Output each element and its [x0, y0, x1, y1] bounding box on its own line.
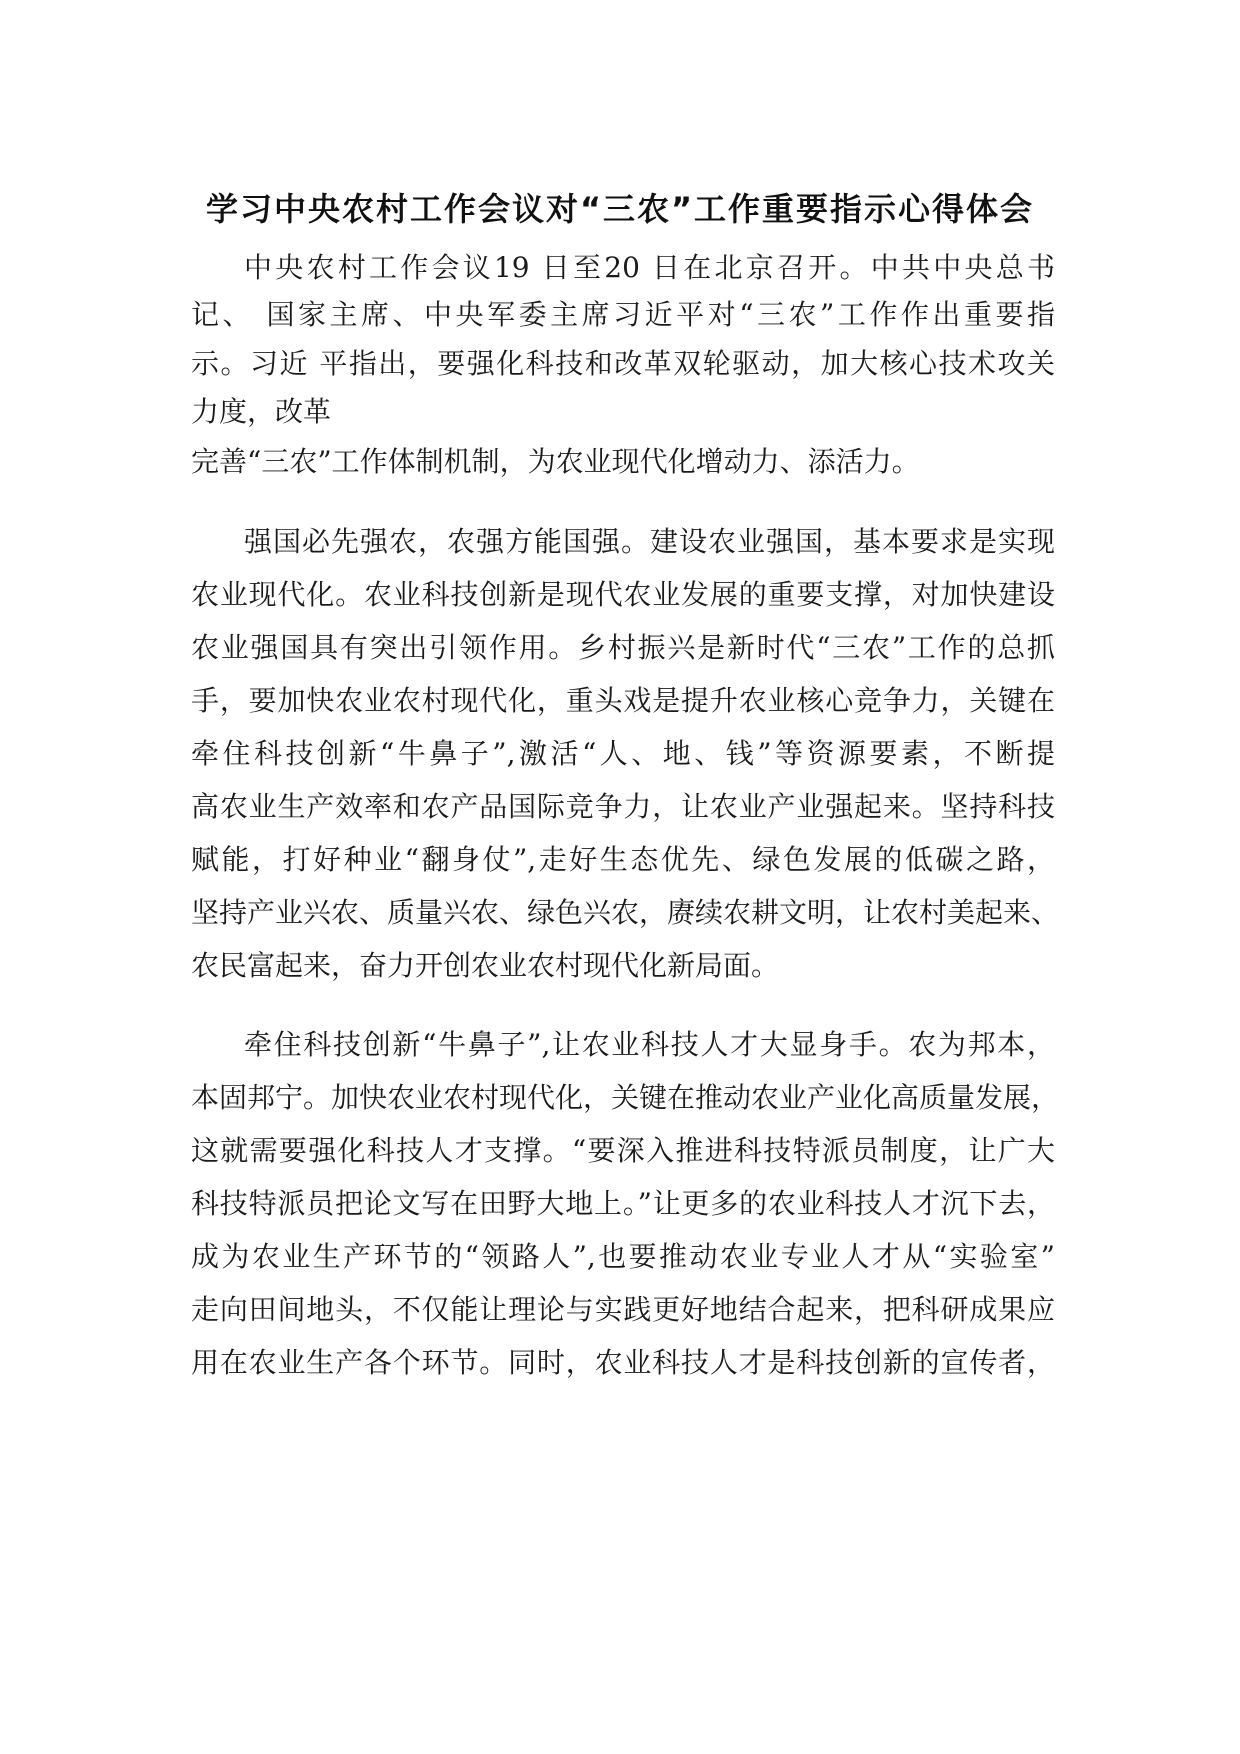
paragraph-line: 农业现代化。农业科技创新是现代农业发展的重要支撑，对加快建设: [191, 578, 1055, 611]
paragraph-line: 本固邦宁。加快农业农村现代化，关键在推动农业产业化高质量发展，: [191, 1081, 1060, 1114]
paragraph-line: 记、 国家主席、中央军委主席习近平对“三农”工作作出重要指: [191, 298, 1055, 331]
document-title: 学习中央农村工作会议对“三农”工作重要指示心得体会: [205, 190, 1035, 228]
paragraph-line: 成为农业生产环节的“领路人”,也要推动农业专业人才从“实验室”: [191, 1240, 1055, 1273]
paragraph-line: 完善“三农”工作体制机制，为农业现代化增动力、添活力。: [191, 445, 920, 478]
paragraph-line: 强国必先强农，农强方能国强。建设农业强国，基本要求是实现: [244, 525, 1055, 558]
paragraph-line: 农业强国具有突出引领作用。乡村振兴是新时代“三农”工作的总抓: [191, 631, 1055, 664]
paragraph-line: 力度，改革: [191, 395, 332, 428]
paragraph-line: 示。习近 平指出，要强化科技和改革双轮驱动，加大核心技术攻关: [191, 347, 1055, 380]
paragraph-line: 牵住科技创新“牛鼻子”,激活“人、地、钱”等资源要素，不断提: [191, 737, 1055, 770]
paragraph-line: 牵住科技创新“牛鼻子”,让农业科技人才大显身手。农为邦本，: [244, 1028, 1055, 1061]
paragraph-line: 走向田间地头，不仅能让理论与实践更好地结合起来，把科研成果应: [191, 1293, 1055, 1326]
paragraph-line: 农民富起来，奋力开创农业农村现代化新局面。: [191, 949, 780, 982]
paragraph-line: 用在农业生产各个环节。同时，农业科技人才是科技创新的宣传者，: [191, 1346, 1055, 1379]
paragraph-line: 手，要加快农业农村现代化，重头戏是提升农业核心竞争力，关键在: [191, 684, 1055, 717]
paragraph-line: 科技特派员把论文写在田野大地上。”让更多的农业科技人才沉下去，: [191, 1187, 1055, 1220]
paragraph-line: 中央农村工作会议19 日至20 日在北京召开。中共中央总书: [244, 251, 1055, 284]
paragraph-line: 赋能，打好种业“翻身仗”,走好生态优先、绿色发展的低碳之路，: [191, 843, 1055, 876]
paragraph-line: 这就需要强化科技人才支撑。“要深入推进科技特派员制度，让广大: [191, 1134, 1055, 1167]
paragraph-line: 高农业生产效率和农产品国际竞争力，让农业产业强起来。坚持科技: [191, 790, 1055, 823]
paragraph-line: 坚持产业兴农、质量兴农、绿色兴农，赓续农耕文明，让农村美起来、: [191, 896, 1060, 929]
